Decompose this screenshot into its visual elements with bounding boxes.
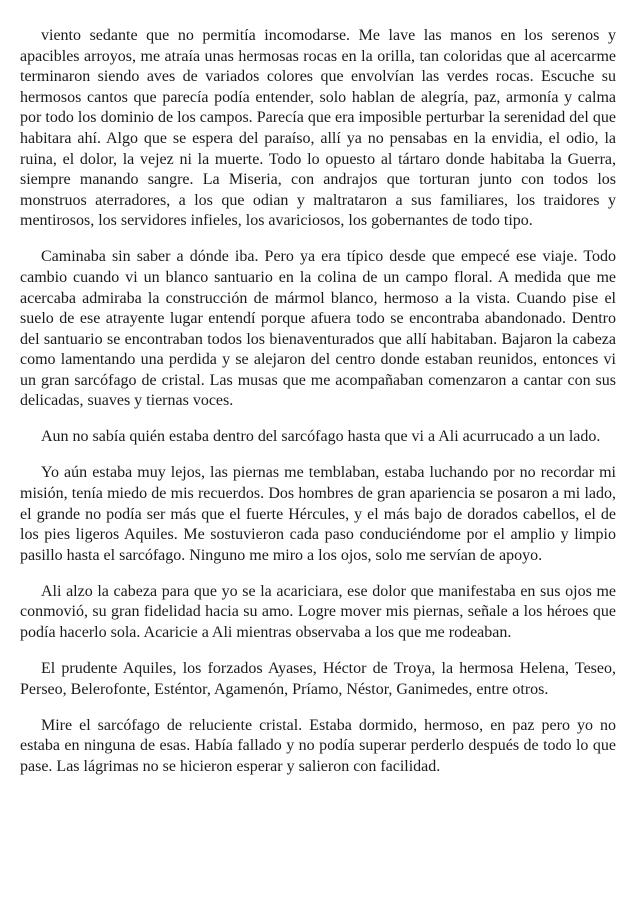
- paragraph-4: Yo aún estaba muy lejos, las piernas me temblaban, estaba luchando por no recordar mi misión, tenía miedo de mis recuerdos. Dos hombres de gran apariencia se posaron a mi lado, el grande no podía ser más que el fuerte Hércules, y el más bajo de dorados cabellos, el de los pies ligeros Aquiles. Me sostuvieron cada paso conduciéndome por el amplio y limpio pasillo hasta el sarcófago. Ninguno me miro a los ojos, solo me servían de apoyo.: [20, 464, 616, 564]
- paragraph-7: Mire el sarcófago de reluciente cristal. Estaba dormido, hermoso, en paz pero yo no estaba en ninguna de esas. Había fallado y no podía superar perderlo después de todo lo que pase. Las lágrimas no se hicieron esperar y salieron con facilidad.: [20, 716, 616, 775]
- book-page: [20, 26, 616, 793]
- paragraph-3: Aun no sabía quién estaba dentro del sarcófago hasta que vi a Ali acurrucado a un lado.: [41, 428, 601, 446]
- paragraph-5: Ali alzo la cabeza para que yo se la acariciara, ese dolor que manifestaba en sus ojos me conmovió, su gran fidelidad hacia su amo. Logre mover mis piernas, señale a los héroes que podía hacerlo sola. Acaricie a Ali mientras observaba a los que me rodeaban.: [20, 582, 616, 641]
- paragraph-1: viento sedante que no permitía incomodarse. Me lave las manos en los serenos y apacibles arroyos, me atraía unas hermosas rocas en la orilla, tan coloridas que al acercarme terminaron siendo aves de variados colores que envolvían las verdes rocas. Escuche su hermosos cantos que parecía podía entender, solo hablan de alegría, paz, armonía y calma por todo los dominio de los campos. Parecía que era imposible perturbar la serenidad del que habitara ahí. Algo que se espera del paraíso, allí ya no pensabas en la envidia, el odio, la ruina, el dolor, la vejez ni la muerte. Todo lo opuesto al tártaro donde habitaba la Guerra, siempre manando sangre. La Miseria, con andrajos que torturan junto con todos los monstruos aterradores, a los que odian y maltrataron a sus familiares, los traidores y mentirosos, los servidores infieles, los avariciosos, los gobernantes de todo tipo.: [20, 27, 616, 230]
- paragraph-2: Caminaba sin saber a dónde iba. Pero ya era típico desde que empecé ese viaje. Todo cambio cuando vi un blanco santuario en la colina de un campo floral. A medida que me acercaba admiraba la construcción de mármol blanco, hermoso a la vista. Cuando pise el suelo de ese atrayente lugar entendí porque afuera todo se encontraba abandonado. Dentro del santuario se encontraban todos los bienaventurados que allí habitaban. Bajaron la cabeza como lamentando una perdida y se alejaron del centro donde estaban reunidos, entonces vi un gran sarcófago de cristal. Las musas que me acompañaban comenzaron a cantar con sus delicadas, suaves y tiernas voces.: [20, 248, 616, 410]
- paragraph-6: El prudente Aquiles, los forzados Ayases, Héctor de Troya, la hermosa Helena, Teseo, Perseo, Belerofonte, Esténtor, Agamenón, Príamo, Néstor, Ganimedes, entre otros.: [20, 659, 616, 698]
